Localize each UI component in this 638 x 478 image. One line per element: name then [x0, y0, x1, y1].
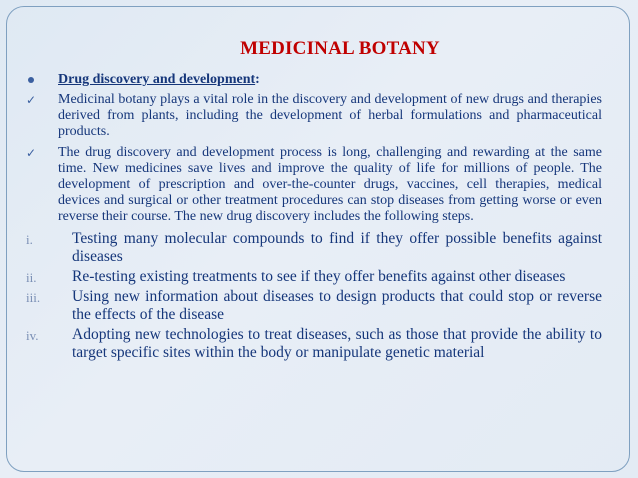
heading-row: [26, 72, 602, 88]
slide-title: MEDICINAL BOTANY: [240, 38, 440, 59]
step-2: [26, 268, 602, 286]
step-number: i.: [26, 232, 33, 247]
step-number: ii.: [26, 270, 37, 285]
heading-text: [58, 72, 602, 88]
bullet-icon: [28, 77, 34, 83]
checkmark-icon: ✓: [26, 146, 37, 160]
checkmark-icon: ✓: [26, 93, 37, 107]
step-4: [26, 326, 602, 362]
heading-colon: :: [255, 72, 260, 87]
paragraph-2: [26, 145, 602, 225]
step-number: iv.: [26, 328, 39, 343]
step-3: [26, 288, 602, 324]
slide-content: [26, 72, 602, 364]
step-number: iii.: [26, 290, 41, 305]
step-text: Adopting new technologies to treat diseases, such as those that provide the ability to target specific sites within the body or manipulate genetic material: [72, 326, 602, 361]
step-text: Using new information about diseases to design products that could stop or reverse the effects of the disease: [72, 288, 602, 323]
paragraph-text: The drug discovery and development process is long, challenging and rewarding at the same time. New medicines save lives and improve the quality of life for millions of people. The development of prescription and over-the-counter drugs, vaccines, cell therapies, medical devices and surgical or other treatment procedures can stop diseases from getting worse or even reverse their course. The new drug discovery includes the following steps.: [58, 145, 602, 224]
heading-label: Drug discovery and development: [58, 72, 256, 87]
step-1: [26, 230, 602, 266]
step-text: Re-testing existing treatments to see if they offer benefits against other diseases: [72, 268, 566, 285]
paragraph-1: [26, 92, 602, 140]
paragraph-text: Medicinal botany plays a vital role in the discovery and development of new drugs and therapies derived from plants, including the development of herbal formulations and pharmaceutical products.: [58, 92, 602, 139]
step-text: Testing many molecular compounds to find if they offer possible benefits against diseases: [72, 230, 602, 265]
